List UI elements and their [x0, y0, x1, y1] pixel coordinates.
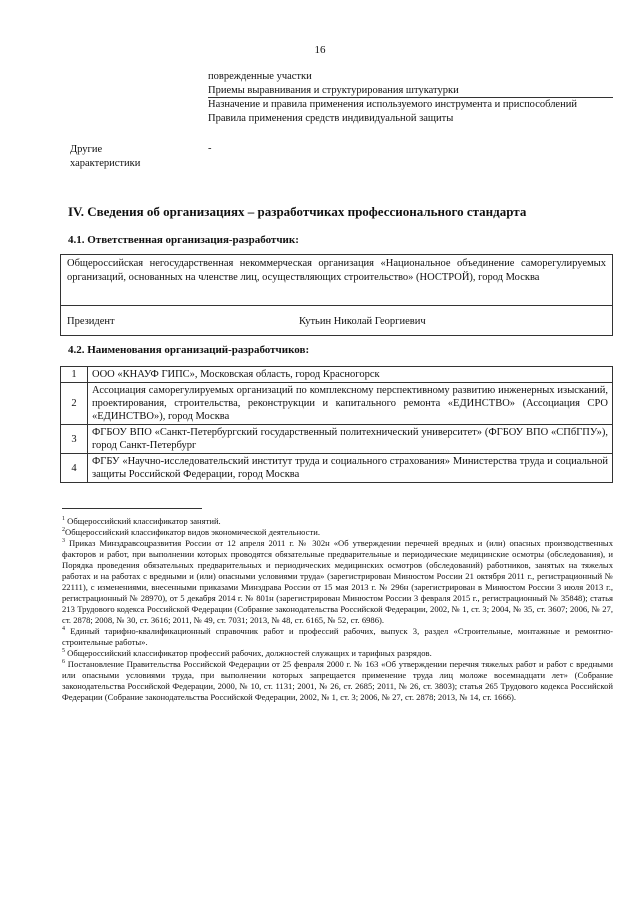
responsible-organization-name: Общероссийская негосударственная некоммерческая организация «Национальное объединение саморегулируемых организаций, основанных на членстве лиц, осуществляющих строительство» (НОСТРОЙ), город Москва [61, 255, 612, 306]
page-number: 16 [314, 44, 326, 56]
row-number: 2 [61, 383, 88, 425]
footnote [62, 648, 613, 659]
developer-organizations-table [60, 366, 613, 483]
organization-name: ФГБОУ ВПО «Санкт-Петербургский государственный политехнический университет» (ФГБОУ ВПО «СПбГПУ»), город Санкт-Петербург [88, 425, 613, 454]
list-item: поврежденные участки [208, 71, 312, 82]
row-number: 4 [61, 454, 88, 483]
footnote-mark: 3 [62, 538, 65, 545]
footnote-separator [62, 508, 202, 509]
list-item: Назначение и правила применения используемого инструмента и приспособлений [208, 97, 613, 112]
footnote-mark: 5 [62, 648, 65, 655]
list-item: Приемы выравнивания и структурирования штукатурки [208, 84, 459, 96]
section-title: IV. Сведения об организациях – разработчиках профессионального стандарта [68, 204, 527, 219]
list-item: Правила применения средств индивидуальной защиты [208, 112, 454, 124]
signatory-role: Президент [67, 316, 115, 327]
footnote-mark: 4 [62, 626, 65, 633]
footnote-text: Постановление Правительства Российской Федерации от 25 февраля 2000 г. № 163 «Об утверждении перечня тяжелых работ и работ с вредными или опасными условиями труда, при выполнении которых запрещается применение труда лиц моложе восемнадцати лет» (Собрание законодательства Российской Федерации, 2000, № 10, ст. 1131; 2001, № 26, ст. 2685; 2011, № 26, ст. 3803); статья 265 Трудового кодекса Российской Федерации (Собрание законодательства Российской Федерации, 2002, № 1, ст. 3; 2006, № 27, ст. 2878; 2013, № 14, ст. 1666). [62, 659, 613, 702]
organization-name: ФГБУ «Научно-исследовательский институт труда и социального страхования» Министерства труда и социальной защиты Российской Федерации, город Москва [88, 454, 613, 483]
footnote [62, 527, 613, 538]
signatory-name: Кутьин Николай Георгиевич [299, 316, 426, 327]
other-characteristics-label: Другие характеристики [70, 144, 141, 169]
footnote-text: Общероссийский классификатор профессий рабочих, должностей служащих и тарифных разрядов. [67, 648, 432, 658]
subsection-title-4-1: 4.1. Ответственная организация-разработчик: [68, 234, 299, 246]
footnote-mark: 1 [62, 516, 65, 523]
footnote [62, 626, 613, 648]
signatory-row [61, 306, 612, 338]
table-row [61, 383, 613, 425]
row-number: 1 [61, 367, 88, 383]
footnote-mark: 2 [62, 527, 65, 534]
requirements-list [208, 70, 613, 125]
organization-name: ООО «КНАУФ ГИПС», Московская область, город Красногорск [88, 367, 613, 383]
footnote [62, 659, 613, 703]
responsible-organization-box [60, 254, 613, 336]
footnote-text: Общероссийский классификатор видов экономической деятельности. [65, 527, 320, 537]
footnote [62, 538, 613, 626]
subsection-title-4-2: 4.2. Наименования организаций-разработчиков: [68, 344, 310, 356]
row-number: 3 [61, 425, 88, 454]
footnote-text: Единый тарифно-квалификационный справочник работ и профессий рабочих, выпуск 3, раздел «Строительные, монтажные и ремонтно-строительные работы». [62, 626, 614, 647]
table-row [61, 454, 613, 483]
footnotes [62, 516, 613, 703]
footnote-text: Общероссийский классификатор занятий. [67, 516, 221, 526]
organization-name: Ассоциация саморегулируемых организаций по комплексному перспективному развитию инженерных изысканий, проектирования, строительства, реконструкции и капитального ремонта «ЕДИНСТВО» (Ассоциация СРО «ЕДИНСТВО»), город Москва [88, 383, 613, 425]
footnote-mark: 6 [62, 659, 65, 666]
other-characteristics-value: - [208, 143, 212, 154]
footnote-text: Приказ Минздравсоцразвития России от 12 апреля 2011 г. № 302н «Об утверждении перечней вредных и (или) опасных производственных факторов и работ, при выполнении которых проводятся обязательные предварительные и периодические медицинские осмотры (обследования), и Порядка проведения обязательных предварительных и периодических медицинских осмотров (обследований) работников, занятых на тяжелых работах и на работах с вредными и (или) опасными условиями труда» (зарегистрирован Минюстом России 21 октября 2011 г., регистрационный № 22111), с изменениями, внесенными приказами Минздрава России от 15 мая 2013 г. № 296н (зарегистрирован в Минюстом России 3 июля 2013 г., регистрационный № 28970), от 5 декабря 2014 г. № 801н (зарегистрирован Минюстом России 3 февраля 2015 г., регистрационный № 35848); статья 213 Трудового кодекса Российской Федерации (Собрание законодательства Российской Федерации, 2002, № 1, ст. 3; 2004, № 35, ст. 3607; 2006, № 27, ст. 2878; 2008, № 30, ст. 3616; 2011, № 49, ст. 7031; 2013, № 48, ст. 6165, № 52, ст. 6986). [62, 538, 613, 625]
table-row [61, 425, 613, 454]
table-row [61, 367, 613, 383]
footnote [62, 516, 613, 527]
